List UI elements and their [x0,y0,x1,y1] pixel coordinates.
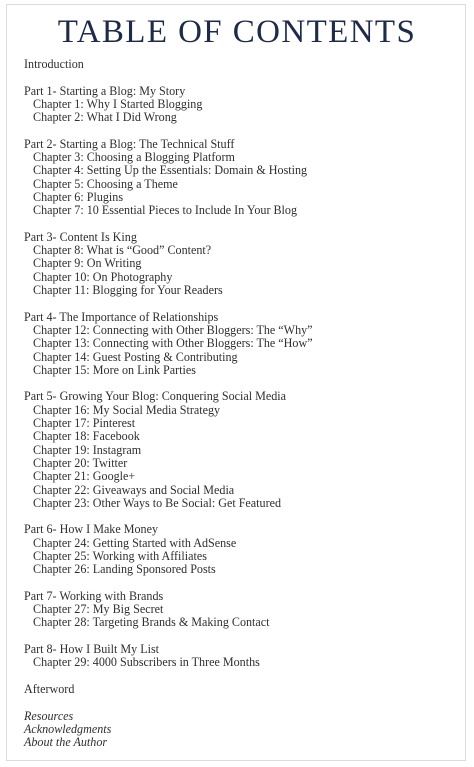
chapter-25: Chapter 25: Working with Affiliates [33,548,207,563]
toc-introduction: Introduction [24,57,84,71]
part-3-title: Part 3- Content Is King [24,229,137,244]
chapter-2: Chapter 2: What I Did Wrong [33,110,177,125]
chapter-4: Chapter 4: Setting Up the Essentials: Domain & Hosting [33,163,308,178]
chapter-27: Chapter 27: My Big Secret [33,602,164,617]
chapter-19: Chapter 19: Instagram [33,442,142,457]
chapter-11: Chapter 11: Blogging for Your Readers [33,283,223,298]
chapter-18: Chapter 18: Facebook [33,429,140,444]
chapter-7: Chapter 7: 10 Essential Pieces to Include In Your Blog [33,203,298,218]
chapter-20: Chapter 20: Twitter [33,455,128,470]
chapter-10: Chapter 10: On Photography [33,269,173,284]
part-1-title: Part 1- Starting a Blog: My Story [24,83,186,98]
toc-acknowledgments: Acknowledgments [24,721,112,736]
chapter-26: Chapter 26: Landing Sponsored Posts [33,562,216,577]
chapter-1: Chapter 1: Why I Started Blogging [33,96,203,111]
chapter-24: Chapter 24: Getting Started with AdSense [33,535,237,550]
chapter-22: Chapter 22: Giveaways and Social Media [33,482,235,497]
page-title: TABLE OF CONTENTS [57,14,417,50]
chapter-13: Chapter 13: Connecting with Other Bloggers: The “How” [33,336,313,351]
chapter-16: Chapter 16: My Social Media Strategy [33,402,221,417]
table-of-contents [24,58,464,749]
chapter-21: Chapter 21: Google+ [33,469,136,484]
chapter-6: Chapter 6: Plugins [33,189,124,204]
part-5-title: Part 5- Growing Your Blog: Conquering Social Media [24,389,287,404]
chapter-29: Chapter 29: 4000 Subscribers in Three Months [33,655,260,670]
part-2-title: Part 2- Starting a Blog: The Technical Stuff [24,136,235,151]
chapter-12: Chapter 12: Connecting with Other Bloggers: The “Why” [33,322,313,337]
toc-afterword: Afterword [24,681,75,696]
chapter-28: Chapter 28: Targeting Brands & Making Contact [33,615,270,630]
chapter-9: Chapter 9: On Writing [33,256,142,271]
part-6-title: Part 6- How I Make Money [24,522,159,537]
toc-about-the-author: About the Author [24,735,108,750]
part-7-title: Part 7- Working with Brands [24,588,164,603]
chapter-17: Chapter 17: Pinterest [33,416,136,431]
toc-resources: Resources [24,708,74,723]
chapter-14: Chapter 14: Guest Posting & Contributing [33,349,238,364]
part-4-title: Part 4- The Importance of Relationships [24,309,219,324]
chapter-3: Chapter 3: Choosing a Blogging Platform [33,150,235,165]
chapter-23: Chapter 23: Other Ways to Be Social: Get Featured [33,495,282,510]
part-8-title: Part 8- How I Built My List [24,642,160,657]
chapter-15: Chapter 15: More on Link Parties [33,362,196,377]
chapter-5: Chapter 5: Choosing a Theme [33,176,178,191]
chapter-8: Chapter 8: What is “Good” Content? [33,243,212,258]
